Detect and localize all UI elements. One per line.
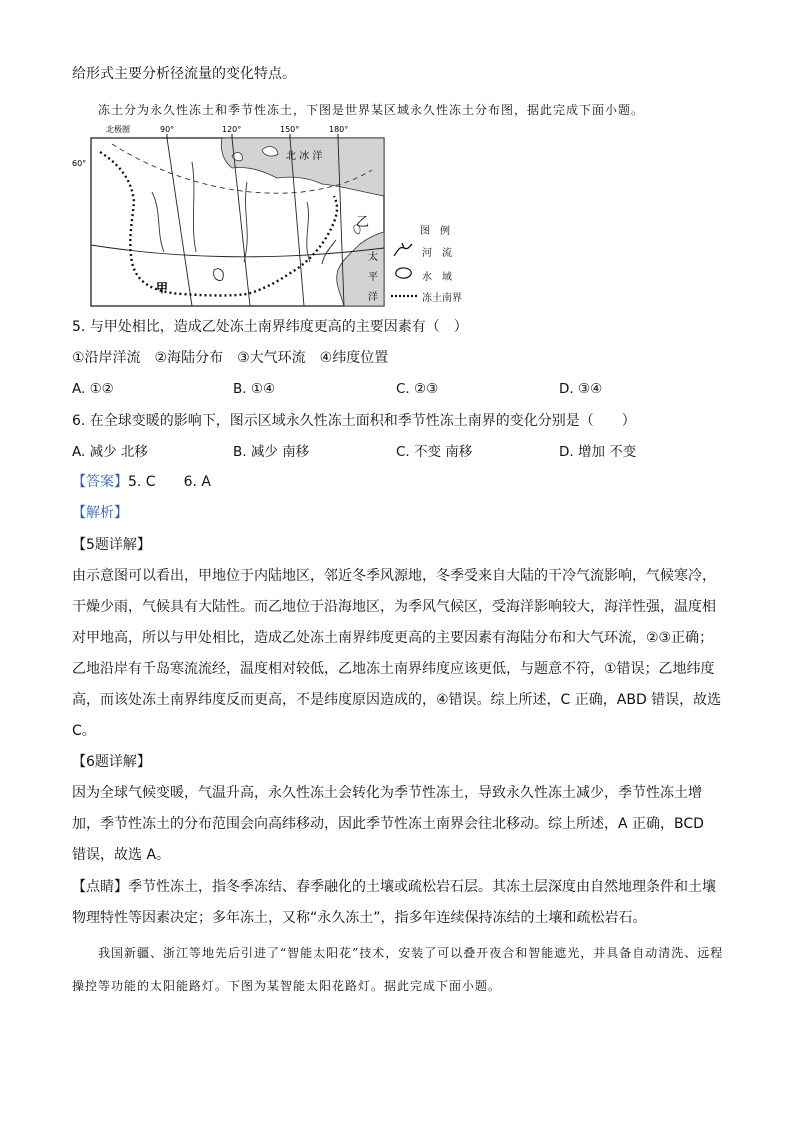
label-yi: 乙: [356, 215, 370, 230]
analysis-tag: 【解析】: [72, 505, 128, 521]
q5-stem: 5. 与甲处相比，造成乙处冻土南界纬度更高的主要因素有（ ）: [72, 319, 468, 335]
detail6-tag: 【6题详解】: [72, 754, 151, 770]
answer-text: 5. C 6. A: [128, 474, 211, 490]
label-150: 150°: [280, 125, 300, 134]
label-jia: 甲: [156, 281, 169, 295]
dianjing-paragraph: [72, 872, 722, 934]
q6-option-a: A. 减少 北移: [72, 444, 148, 460]
q5-option-c: C. ②③: [396, 381, 439, 397]
map-legend: [390, 222, 480, 310]
label-60: 60°: [72, 159, 87, 168]
q5-factors: ①沿岸洋流 ②海陆分布 ③大气环流 ④纬度位置: [72, 350, 389, 366]
q6-option-d: D. 增加 不变: [559, 444, 637, 460]
q6-option-b: B. 减少 南移: [233, 444, 310, 460]
label-arctic-ocean: 北 冰 洋: [286, 151, 323, 162]
label-pacific-1: 太: [368, 252, 378, 263]
dianjing-text: 季节性冻土，指冬季冻结、春季融化的土壤或疏松岩石层。其冻土层深度由自然地理条件和土壤物理特性等因素决定；多年冻土，又称“永久冻土”，指多年连续保持冻结的土壤和疏松岩石。: [72, 879, 716, 926]
river-icon: [392, 242, 414, 258]
label-pacific-2: 平: [368, 272, 378, 283]
q6-option-c: C. 不变 南移: [396, 444, 473, 460]
label-180: 180°: [329, 125, 349, 134]
answer-line: [72, 472, 211, 492]
dianjing-tag: 【点睛】: [72, 879, 128, 895]
legend-river: 河 流: [422, 248, 452, 259]
label-pacific-3: 洋: [368, 292, 378, 303]
q5-option-d: D. ③④: [559, 381, 603, 397]
material-intro-1: 冻土分为永久性冻土和季节性冻土，下图是世界某区域永久性冻土分布图，据此完成下面小题。: [98, 103, 645, 117]
answer-tag: 【答案】: [72, 474, 128, 490]
intro-line: 给形式主要分析径流量的变化特点。: [72, 66, 296, 82]
boundary-line-icon: [390, 292, 420, 300]
q5-option-b: B. ①④: [233, 381, 276, 397]
water-area-icon: [394, 266, 414, 280]
detail5-tag: 【5题详解】: [72, 537, 151, 553]
label-120: 120°: [222, 125, 242, 134]
detail5-text: 由示意图可以看出，甲地位于内陆地区，邻近冬季风源地，冬季受来自大陆的干冷气流影响，气候寒冷，干燥少雨，气候具有大陆性。而乙地位于沿海地区，为季风气候区，受海洋影响较大，海洋性强，温度相对甲地高，所以与甲处相比，造成乙处冻土南界纬度更高的主要因素有海陆分布和大气环流，②③正确；乙地沿岸有千岛寒流流经，温度相对较低，乙地冻土南界纬度应该更低，与题意不符，①错误；乙地纬度高，而该处冻土南界纬度反而更高，不是纬度原因造成的，④错误。综上所述，C 正确，ABD 错误，故选C。: [72, 568, 722, 739]
q5-option-a: A. ①②: [72, 381, 114, 397]
legend-title: 图 例: [420, 226, 450, 237]
material-intro-2: 我国新疆、浙江等地先后引进了“智能太阳花”技术，安装了可以叠开夜合和智能遮光，并具备自动清洗、远程操控等功能的太阳能路灯。下图为某智能太阳花路灯。据此完成下面小题。: [72, 946, 724, 993]
legend-boundary: 冻土南界: [422, 293, 462, 304]
q6-stem: 6. 在全球变暖的影响下，图示区域永久性冻土面积和季节性冻土南界的变化分别是（ ）: [72, 413, 636, 429]
detail6-text: 因为全球气候变暖，气温升高，永久性冻土会转化为季节性冻土，导致永久性冻土减少，季节性冻土增加，季节性冻土的分布范围会向高纬移动，因此季节性冻土南界会往北移动。综上所述，A 正确，BCD 错误，故选 A。: [72, 785, 704, 863]
label-arctic-circle: 北极圈: [106, 125, 130, 134]
legend-water: 水 域: [422, 272, 452, 283]
label-90: 90°: [160, 125, 175, 134]
